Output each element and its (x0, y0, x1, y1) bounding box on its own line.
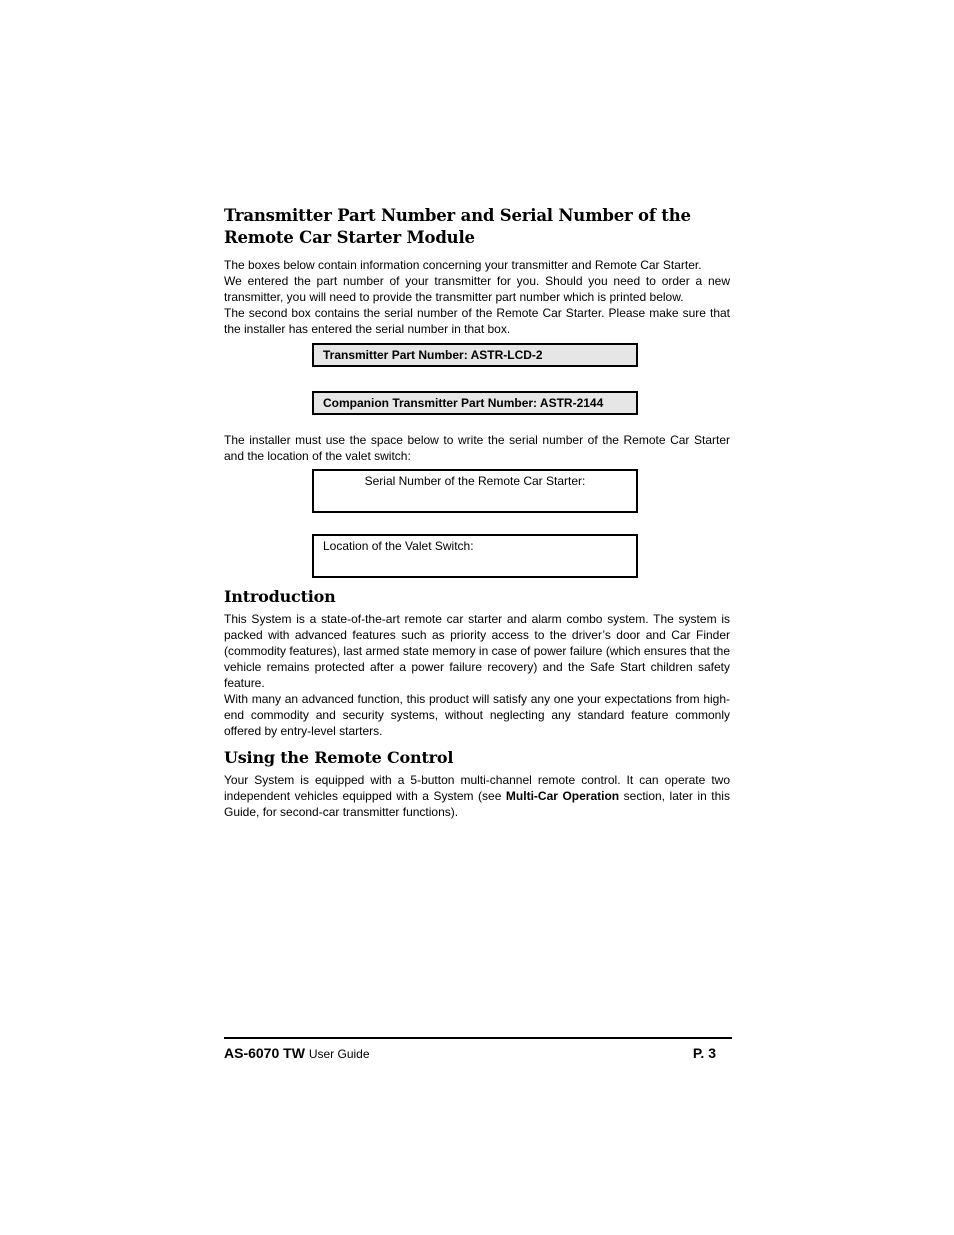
multi-car-operation-ref: Multi-Car Operation (505, 789, 620, 803)
paragraph-installer-note: The installer must use the space below to write the serial number of the Remote Car Starter and the location of the valet switch: (224, 433, 730, 463)
page-content (224, 205, 730, 820)
serial-number-box: Serial Number of the Remote Car Starter: (312, 469, 638, 513)
paragraph-boxes-intro: The boxes below contain information concerning your transmitter and Remote Car Starter. (224, 258, 702, 272)
section-heading-transmitter: Transmitter Part Number and Serial Number of the Remote Car Starter Module (224, 206, 691, 247)
companion-part-number-box: Companion Transmitter Part Number: ASTR-2144 (312, 391, 638, 415)
page-number: P. 3 (692, 1045, 716, 1061)
remote-text-before: Your System is equipped with a 5-button multi-channel remote control. It can operate two independent vehicles equipped with a System (see (224, 773, 730, 803)
footer-product (224, 1045, 370, 1061)
paragraph-introduction-1: This System is a state-of-the-art remote car starter and alarm combo system. The system is packed with advanced features such as priority access to the driver’s door and Car Finder (commodity features), last armed state memory in case of power failure (which ensures that the vehicle remains protected after a power failure recovery) and the Safe Start children safety feature. (224, 612, 730, 690)
footer-model: AS-6070 TW (224, 1045, 305, 1061)
paragraph-remote-control (224, 772, 730, 820)
section-heading-introduction: Introduction (224, 587, 336, 606)
remote-text-after: section, later in this Guide, for second-car transmitter functions). (224, 789, 730, 819)
paragraph-part-number: We entered the part number of your transmitter for you. Should you need to order a new transmitter, you will need to provide the transmitter part number which is printed below. (224, 274, 730, 304)
paragraph-serial-box: The second box contains the serial number of the Remote Car Starter. Please make sure that the installer has entered the serial number in that box. (224, 306, 730, 336)
paragraph-introduction-2: With many an advanced function, this product will satisfy any one your expectations from high-end commodity and security systems, without neglecting any standard feature commonly offered by entry-level starters. (224, 692, 730, 738)
transmitter-part-number-box: Transmitter Part Number: ASTR-LCD-2 (312, 343, 638, 367)
valet-switch-box: Location of the Valet Switch: (312, 534, 638, 578)
footer-guide-label: User Guide (308, 1047, 370, 1061)
page-footer (224, 1037, 732, 1061)
section-heading-remote-control: Using the Remote Control (224, 748, 454, 767)
